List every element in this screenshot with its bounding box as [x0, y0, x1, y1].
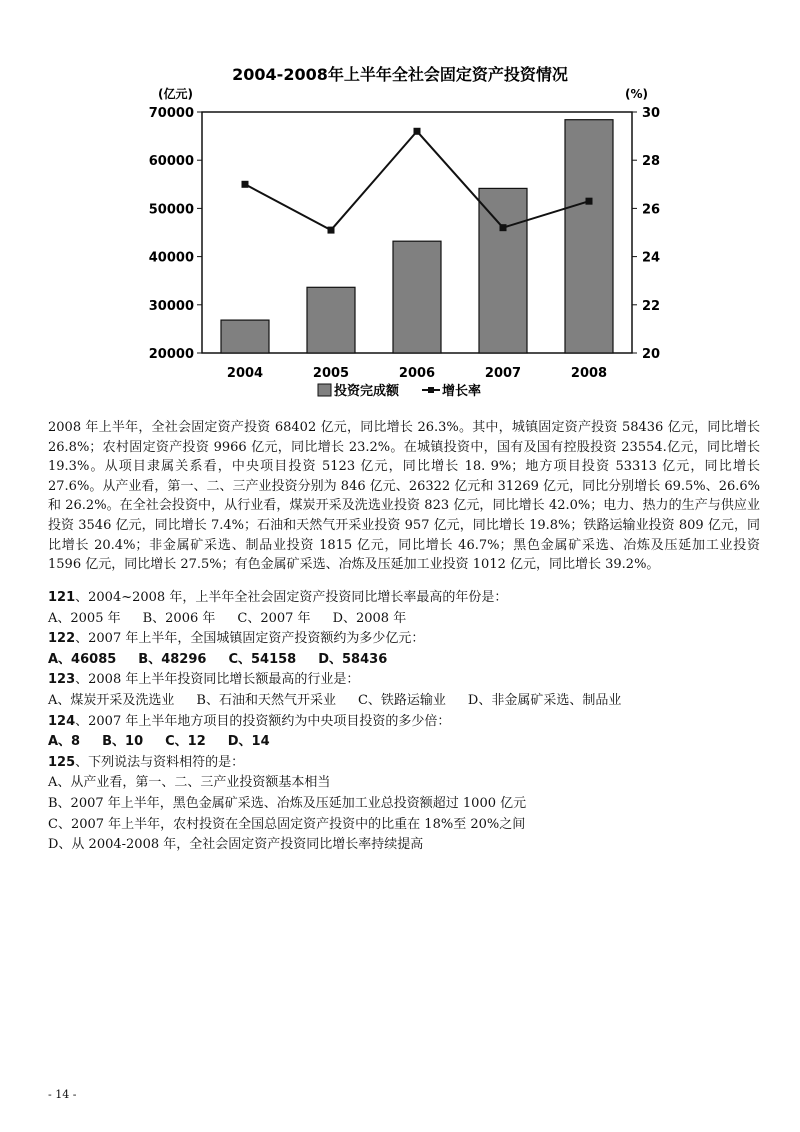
growth-rate-line	[245, 131, 589, 230]
investment-chart	[130, 58, 670, 403]
option: B、2007 年上半年，黑色金属矿采选、冶炼及压延加工业总投资额超过 1000 亿元	[48, 795, 527, 811]
question-text: 、下列说法与资料相符的是：	[75, 754, 245, 770]
legend-bar-swatch	[318, 384, 331, 396]
y-left-tick-label: 70000	[148, 106, 194, 121]
y-right-tick-label: 28	[642, 154, 661, 170]
growth-point-2007	[500, 224, 507, 231]
legend-line-label: 增长率	[442, 384, 482, 399]
y-left-tick-label: 20000	[148, 347, 194, 362]
option: B、10	[102, 734, 144, 750]
x-tick-label: 2005	[312, 366, 350, 381]
question-number: 122	[48, 631, 76, 647]
option: A、2005 年	[48, 610, 121, 626]
option: D、58436	[318, 651, 388, 667]
bar-2006	[393, 241, 441, 353]
y-right-tick-label: 26	[642, 202, 661, 218]
growth-point-2008	[586, 198, 593, 205]
options-122	[48, 650, 760, 671]
option: C、2007 年上半年，农村投资在全国总固定资产投资中的比重在 18%至 20%之间	[48, 816, 526, 832]
y-left-tick-label: 30000	[148, 298, 194, 314]
option: D、非金属矿采选、制品业	[467, 692, 622, 708]
bar-2007	[479, 188, 527, 353]
y-right-tick-label: 22	[642, 298, 661, 314]
question-122	[48, 629, 760, 650]
question-text: 、2004~2008 年，上半年全社会固定资产投资同比增长率最高的年份是：	[75, 590, 508, 605]
option: A、从产业看，第一、二、三产业投资额基本相当	[48, 775, 331, 791]
question-121	[48, 588, 760, 609]
growth-point-2006	[414, 128, 421, 135]
bar-series	[221, 120, 613, 353]
bar-2008	[565, 120, 613, 353]
option: B、石油和天然气开采业	[196, 692, 336, 708]
y-left-tick-label: 40000	[148, 250, 194, 266]
options-123	[48, 691, 760, 712]
option: C、2007 年	[237, 610, 311, 626]
y-right-tick-label: 30	[642, 106, 661, 121]
option: C、12	[165, 734, 206, 750]
y-right-tick-labels	[632, 106, 660, 362]
option: C、铁路运输业	[357, 692, 446, 708]
y-right-tick-label: 20	[642, 347, 661, 362]
option: B、2006 年	[142, 610, 216, 626]
question-number: 123	[48, 672, 76, 688]
options-121	[48, 609, 760, 630]
chart-title: 2004-2008年上半年全社会固定资产投资情况	[232, 65, 568, 84]
question-text: 、2007 年上半年，全国城镇固定资产投资额约为多少亿元：	[75, 631, 425, 647]
legend-bar-label: 投资完成额	[334, 384, 400, 399]
y-right-unit: (%)	[625, 87, 648, 101]
option: A、8	[48, 734, 81, 750]
question-125	[48, 753, 760, 774]
question-text: 、2007 年上半年地方项目的投资额约为中央项目投资的多少倍：	[75, 713, 451, 729]
growth-point-2005	[328, 227, 335, 234]
bar-2005	[307, 287, 355, 353]
option: A、46085	[48, 651, 117, 667]
x-tick-label: 2008	[570, 366, 608, 381]
x-tick-label: 2006	[398, 366, 436, 381]
data-passage: 2008 年上半年，全社会固定资产投资 68402 亿元，同比增长 26.3%。其中，城镇固定资产投资 58436 亿元，同比增长 26.8%；农村固定资产投资 9966 亿元，同比增长 23.2%。在城镇投资中，国有及国有控股投资 23554.亿元，同比增长 19.3%。从项目隶属关系看，中央项目投资 5123 亿元，同比增长 18. 9%；地方项目投资 53313 亿元，同比增长 27.6%。从产业看，第一、二、三产业投资分别为 846 亿元、26322 亿元和 31269 亿元，同比分别增长 69.5%、26.6%和 26.2%。在全社会投资中，从行业看，煤炭开采及洗选业投资 823 亿元，同比增长 42.0%；电力、热力的生产与供应业投资 3546 亿元，同比增长 7.4%；石油和天然气开采业投资 957 亿元，同比增长 19.8%；铁路运输业投资 809 亿元，同比增长 20.4%；非金属矿采选、制品业投资 1815 亿元，同比增长 46.7%；黑色金属矿采选、冶炼及压延加工业投资 1596 亿元，同比增长 27.5%；有色金属矿采选、冶炼及压延加工业投资 1012 亿元，同比增长 39.2%。	[48, 420, 760, 573]
x-tick-label: 2004	[226, 366, 264, 381]
y-left-tick-labels	[149, 106, 202, 362]
legend	[318, 383, 481, 399]
question-123	[48, 670, 760, 691]
question-text: 、2008 年上半年投资同比增长额最高的行业是：	[75, 672, 360, 688]
option: A、煤炭开采及洗选业	[48, 692, 175, 708]
legend-line-marker	[428, 387, 434, 393]
line-series	[242, 128, 593, 234]
x-tick-label: 2007	[484, 366, 522, 381]
question-124	[48, 712, 760, 733]
option: C、54158	[228, 651, 297, 667]
page-number: - 14 -	[48, 1088, 77, 1101]
question-number: 121	[48, 590, 76, 605]
questions	[48, 588, 760, 856]
option: D、2008 年	[332, 610, 407, 626]
bar-2004	[221, 320, 269, 353]
y-left-tick-label: 60000	[148, 154, 194, 170]
option: B、48296	[138, 651, 207, 667]
options-124	[48, 732, 760, 753]
y-left-unit: (亿元)	[158, 87, 193, 101]
option: D、从 2004-2008 年，全社会固定资产投资同比增长率持续提高	[48, 837, 424, 853]
y-right-tick-label: 24	[642, 250, 661, 266]
question-number: 125	[48, 754, 76, 770]
option: D、14	[227, 734, 270, 750]
growth-point-2004	[242, 181, 249, 188]
x-tick-labels	[227, 366, 607, 381]
y-left-tick-label: 50000	[148, 202, 194, 218]
question-number: 124	[48, 713, 76, 729]
